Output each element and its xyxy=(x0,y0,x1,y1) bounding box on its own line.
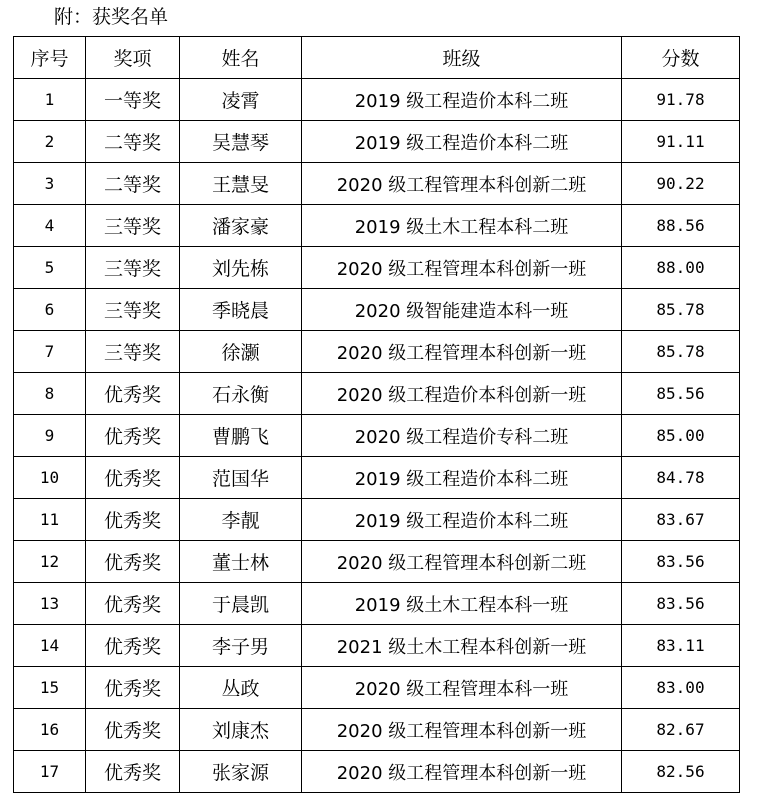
cell-prize: 优秀奖 xyxy=(86,541,180,583)
cell-score: 90.22 xyxy=(622,163,740,205)
table-row xyxy=(14,331,740,373)
cell-no: 13 xyxy=(14,583,86,625)
cell-score: 82.67 xyxy=(622,709,740,751)
table-row xyxy=(14,709,740,751)
column-header-score: 分数 xyxy=(622,37,740,79)
table-header xyxy=(14,37,740,79)
cell-name: 董士林 xyxy=(180,541,302,583)
cell-prize: 优秀奖 xyxy=(86,415,180,457)
cell-score: 88.56 xyxy=(622,205,740,247)
cell-score: 91.78 xyxy=(622,79,740,121)
table-row xyxy=(14,583,740,625)
cell-class: 2020 级工程管理本科一班 xyxy=(302,667,622,709)
table-row xyxy=(14,415,740,457)
cell-no: 8 xyxy=(14,373,86,415)
table-row xyxy=(14,541,740,583)
cell-score: 85.78 xyxy=(622,289,740,331)
cell-prize: 优秀奖 xyxy=(86,709,180,751)
column-header-prize: 奖项 xyxy=(86,37,180,79)
cell-class: 2019 级土木工程本科一班 xyxy=(302,583,622,625)
cell-score: 82.56 xyxy=(622,751,740,793)
cell-score: 85.56 xyxy=(622,373,740,415)
cell-no: 7 xyxy=(14,331,86,373)
cell-name: 李靓 xyxy=(180,499,302,541)
cell-class: 2020 级工程造价本科创新一班 xyxy=(302,373,622,415)
cell-score: 85.00 xyxy=(622,415,740,457)
cell-prize: 二等奖 xyxy=(86,121,180,163)
cell-no: 1 xyxy=(14,79,86,121)
cell-no: 15 xyxy=(14,667,86,709)
cell-prize: 优秀奖 xyxy=(86,373,180,415)
cell-score: 83.56 xyxy=(622,583,740,625)
cell-no: 12 xyxy=(14,541,86,583)
cell-prize: 三等奖 xyxy=(86,247,180,289)
column-header-name: 姓名 xyxy=(180,37,302,79)
cell-name: 范国华 xyxy=(180,457,302,499)
cell-class: 2020 级工程管理本科创新一班 xyxy=(302,751,622,793)
cell-name: 张家源 xyxy=(180,751,302,793)
page-caption: 附：获奖名单 xyxy=(54,6,169,28)
cell-name: 潘家豪 xyxy=(180,205,302,247)
cell-score: 84.78 xyxy=(622,457,740,499)
table-body xyxy=(14,79,740,793)
cell-score: 83.56 xyxy=(622,541,740,583)
column-header-class: 班级 xyxy=(302,37,622,79)
cell-name: 于晨凯 xyxy=(180,583,302,625)
cell-class: 2019 级土木工程本科二班 xyxy=(302,205,622,247)
cell-no: 11 xyxy=(14,499,86,541)
cell-class: 2020 级工程管理本科创新一班 xyxy=(302,247,622,289)
cell-no: 2 xyxy=(14,121,86,163)
cell-prize: 优秀奖 xyxy=(86,625,180,667)
cell-prize: 三等奖 xyxy=(86,289,180,331)
header-row xyxy=(14,37,740,79)
cell-class: 2019 级工程造价本科二班 xyxy=(302,79,622,121)
cell-prize: 二等奖 xyxy=(86,163,180,205)
cell-no: 14 xyxy=(14,625,86,667)
cell-class: 2020 级智能建造本科一班 xyxy=(302,289,622,331)
cell-class: 2020 级工程造价专科二班 xyxy=(302,415,622,457)
cell-no: 6 xyxy=(14,289,86,331)
cell-prize: 优秀奖 xyxy=(86,667,180,709)
table-row xyxy=(14,373,740,415)
table-row xyxy=(14,499,740,541)
table-row xyxy=(14,205,740,247)
cell-no: 4 xyxy=(14,205,86,247)
cell-name: 徐灏 xyxy=(180,331,302,373)
cell-no: 5 xyxy=(14,247,86,289)
cell-score: 83.11 xyxy=(622,625,740,667)
cell-prize: 优秀奖 xyxy=(86,457,180,499)
cell-name: 刘先栋 xyxy=(180,247,302,289)
cell-prize: 优秀奖 xyxy=(86,751,180,793)
cell-name: 凌霄 xyxy=(180,79,302,121)
award-table xyxy=(13,36,740,793)
cell-score: 91.11 xyxy=(622,121,740,163)
cell-prize: 优秀奖 xyxy=(86,583,180,625)
cell-name: 吴慧琴 xyxy=(180,121,302,163)
cell-class: 2020 级工程管理本科创新一班 xyxy=(302,331,622,373)
table-row xyxy=(14,625,740,667)
cell-class: 2021 级土木工程本科创新一班 xyxy=(302,625,622,667)
column-header-no: 序号 xyxy=(14,37,86,79)
cell-name: 曹鹏飞 xyxy=(180,415,302,457)
cell-score: 85.78 xyxy=(622,331,740,373)
cell-name: 石永衡 xyxy=(180,373,302,415)
cell-no: 3 xyxy=(14,163,86,205)
cell-name: 丛政 xyxy=(180,667,302,709)
cell-no: 16 xyxy=(14,709,86,751)
table-row xyxy=(14,289,740,331)
cell-name: 王慧旻 xyxy=(180,163,302,205)
table-row xyxy=(14,457,740,499)
cell-prize: 一等奖 xyxy=(86,79,180,121)
cell-class: 2019 级工程造价本科二班 xyxy=(302,499,622,541)
cell-prize: 三等奖 xyxy=(86,205,180,247)
cell-class: 2020 级工程管理本科创新二班 xyxy=(302,163,622,205)
table-row xyxy=(14,667,740,709)
cell-score: 88.00 xyxy=(622,247,740,289)
cell-name: 刘康杰 xyxy=(180,709,302,751)
cell-prize: 三等奖 xyxy=(86,331,180,373)
cell-prize: 优秀奖 xyxy=(86,499,180,541)
table-row xyxy=(14,751,740,793)
table-row xyxy=(14,121,740,163)
cell-class: 2019 级工程造价本科二班 xyxy=(302,121,622,163)
table-row xyxy=(14,79,740,121)
cell-score: 83.00 xyxy=(622,667,740,709)
cell-no: 9 xyxy=(14,415,86,457)
table-row xyxy=(14,163,740,205)
cell-class: 2020 级工程管理本科创新二班 xyxy=(302,541,622,583)
cell-class: 2019 级工程造价本科二班 xyxy=(302,457,622,499)
cell-score: 83.67 xyxy=(622,499,740,541)
cell-no: 17 xyxy=(14,751,86,793)
cell-name: 李子男 xyxy=(180,625,302,667)
cell-class: 2020 级工程管理本科创新一班 xyxy=(302,709,622,751)
cell-name: 季晓晨 xyxy=(180,289,302,331)
cell-no: 10 xyxy=(14,457,86,499)
table-row xyxy=(14,247,740,289)
